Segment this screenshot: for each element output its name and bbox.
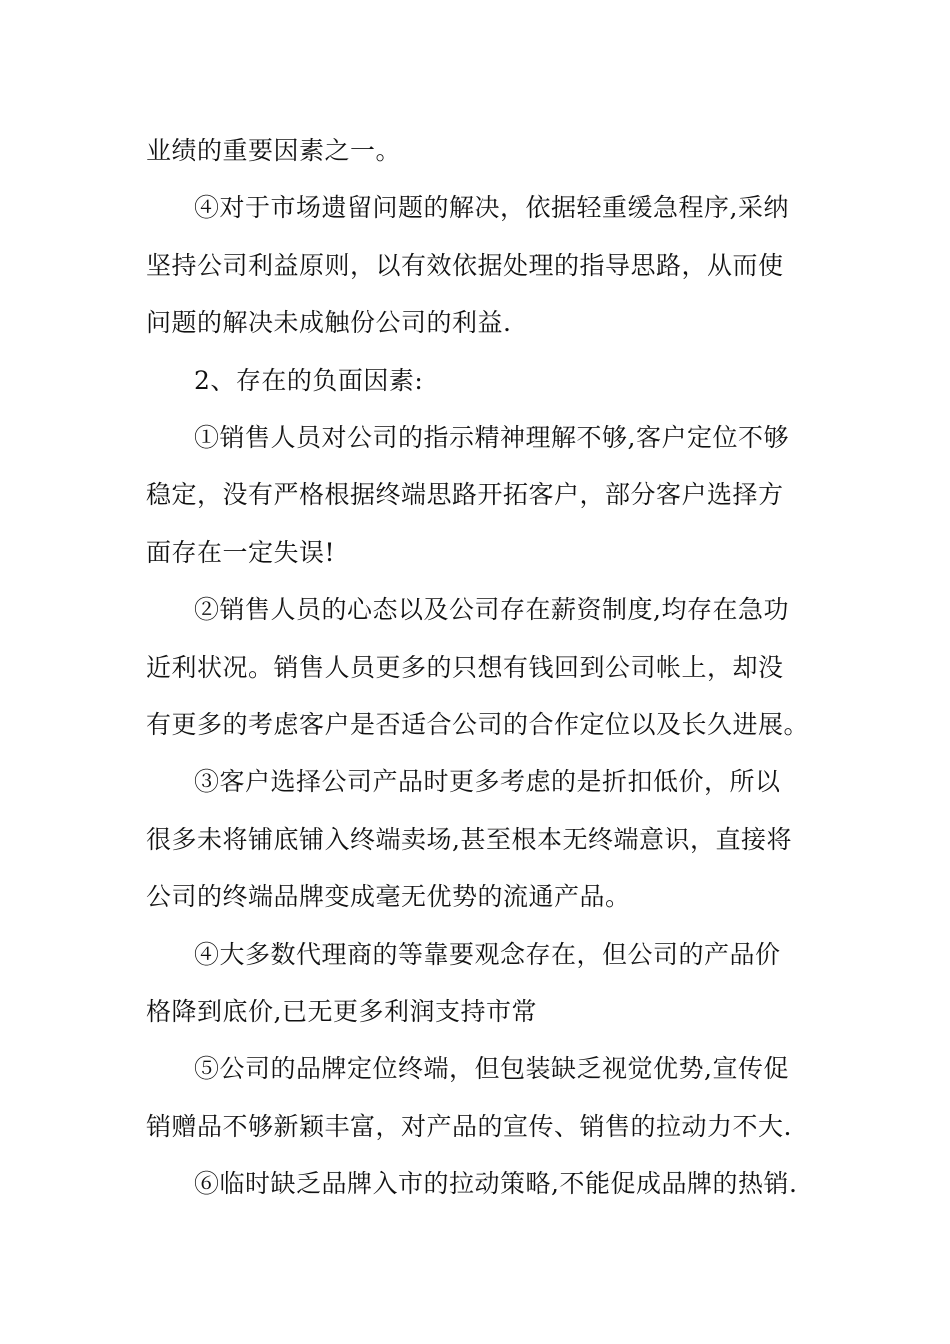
text-line-18: 销赠品不够新颖丰富，对产品的宣传、销售的拉动力不大. [146,1112,792,1141]
text-line-19: ⑥临时缺乏品牌入市的拉动策略,不能促成品牌的热销. [194,1169,798,1198]
text-line-1: 业绩的重要因素之一。 [146,136,402,165]
text-line-6: ①销售人员对公司的指示精神理解不够,客户定位不够 [194,423,789,452]
text-line-7: 稳定，没有严格根据终端思路开拓客户，部分客户选择方 [146,480,784,509]
text-line-9: ②销售人员的心态以及公司存在薪资制度,均存在急功 [194,595,789,624]
text-line-12: ③客户选择公司产品时更多考虑的是折扣低价，所以 [194,767,781,796]
text-line-14: 公司的终端品牌变成毫无优势的流通产品。 [146,882,631,911]
text-line-3: 坚持公司利益原则，以有效依据处理的指导思路，从而使 [146,251,784,280]
text-line-2: ④对于市场遗留问题的解决，依据轻重缓急程序,采纳 [194,193,789,222]
text-line-4: 问题的解决未成触份公司的利益. [146,308,512,337]
text-line-8: 面存在一定失误! [146,538,336,567]
text-line-5: 2、存在的负面因素: [194,366,424,395]
text-line-16: 格降到底价,已无更多利润支持市常 [146,997,537,1026]
text-line-11: 有更多的考虑客户是否适合公司的合作定位以及长久进展。 [146,710,810,739]
text-line-13: 很多未将铺底铺入终端卖场,甚至根本无终端意识，直接将 [146,825,792,854]
text-line-15: ④大多数代理商的等靠要观念存在，但公司的产品价 [194,940,781,969]
text-line-10: 近利状况。销售人员更多的只想有钱回到公司帐上，却没 [146,653,784,682]
text-line-17: ⑤公司的品牌定位终端，但包装缺乏视觉优势,宣传促 [194,1054,789,1083]
